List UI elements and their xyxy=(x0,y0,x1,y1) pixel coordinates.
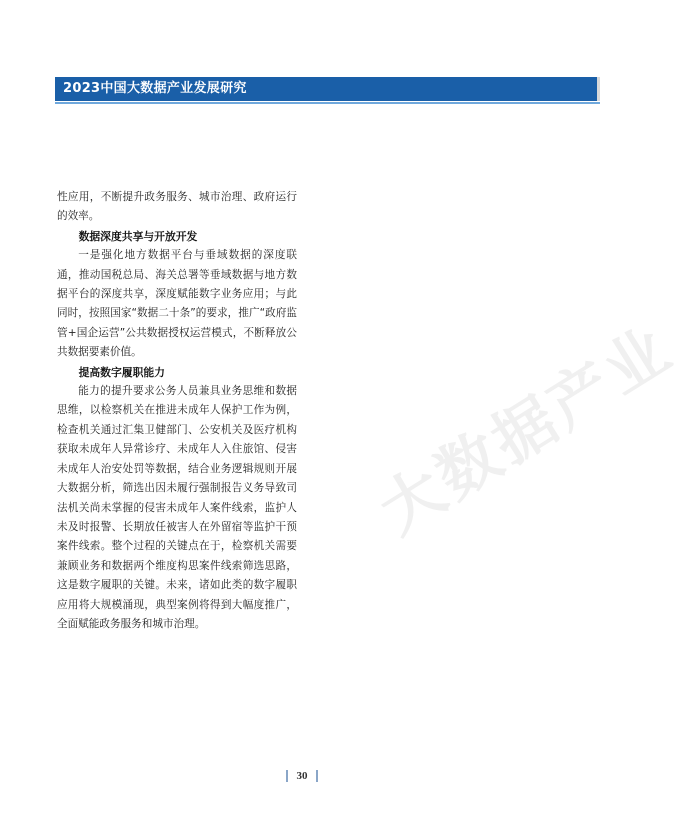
paragraph-data-sharing: 一是强化地方数据平台与垂域数据的深度联通，推动国税总局、海关总署等垂域数据与地方数据平台的深度共享，深度赋能数字业务应用；与此同时，按照国家“数据二十条”的要求，推广“政府监管+国企运营”公共数据授权运营模式，不断释放公共数据要素价值。 xyxy=(57,249,297,359)
header-accent-line xyxy=(55,102,600,104)
page-number-right-bar xyxy=(316,770,318,782)
body-text xyxy=(57,188,297,634)
page-number-footer xyxy=(282,768,322,784)
page-number: 30 xyxy=(296,770,308,782)
section-heading-data-sharing: 数据深度共享与开放开发 xyxy=(78,229,198,243)
paragraph-continuation: 性应用，不断提升政务服务、城市治理、政府运行的效率。 xyxy=(57,191,297,223)
running-header-title: 2023中国大数据产业发展研究 xyxy=(63,81,247,96)
page-edge-marker xyxy=(597,77,600,101)
watermark: 大数据产业 xyxy=(366,311,686,548)
section-heading-digital-capability: 提高数字履职能力 xyxy=(78,365,165,379)
header-bar xyxy=(55,77,600,101)
paragraph-digital-capability: 能力的提升要求公务人员兼具业务思维和数据思维，以检察机关在推进未成年人保护工作为例，检查机关通过汇集卫健部门、公安机关及医疗机构获取未成年人异常诊疗、未成年人入住旅馆、侵害未成年人治安处罚等数据，结合业务逻辑规则开展大数据分析，筛选出因未履行强制报告义务导致司法机关尚未掌握的侵害未成年人案件线索，监护人未及时报警、长期放任被害人在外留宿等监护干预案件线索。整个过程的关键点在于，检察机关需要兼顾业务和数据两个维度构思案件线索筛选思路，这是数字履职的关键。未来，诸如此类的数字履职应用将大规模涌现，典型案例将得到大幅度推广，全面赋能政务服务和城市治理。 xyxy=(57,385,297,630)
